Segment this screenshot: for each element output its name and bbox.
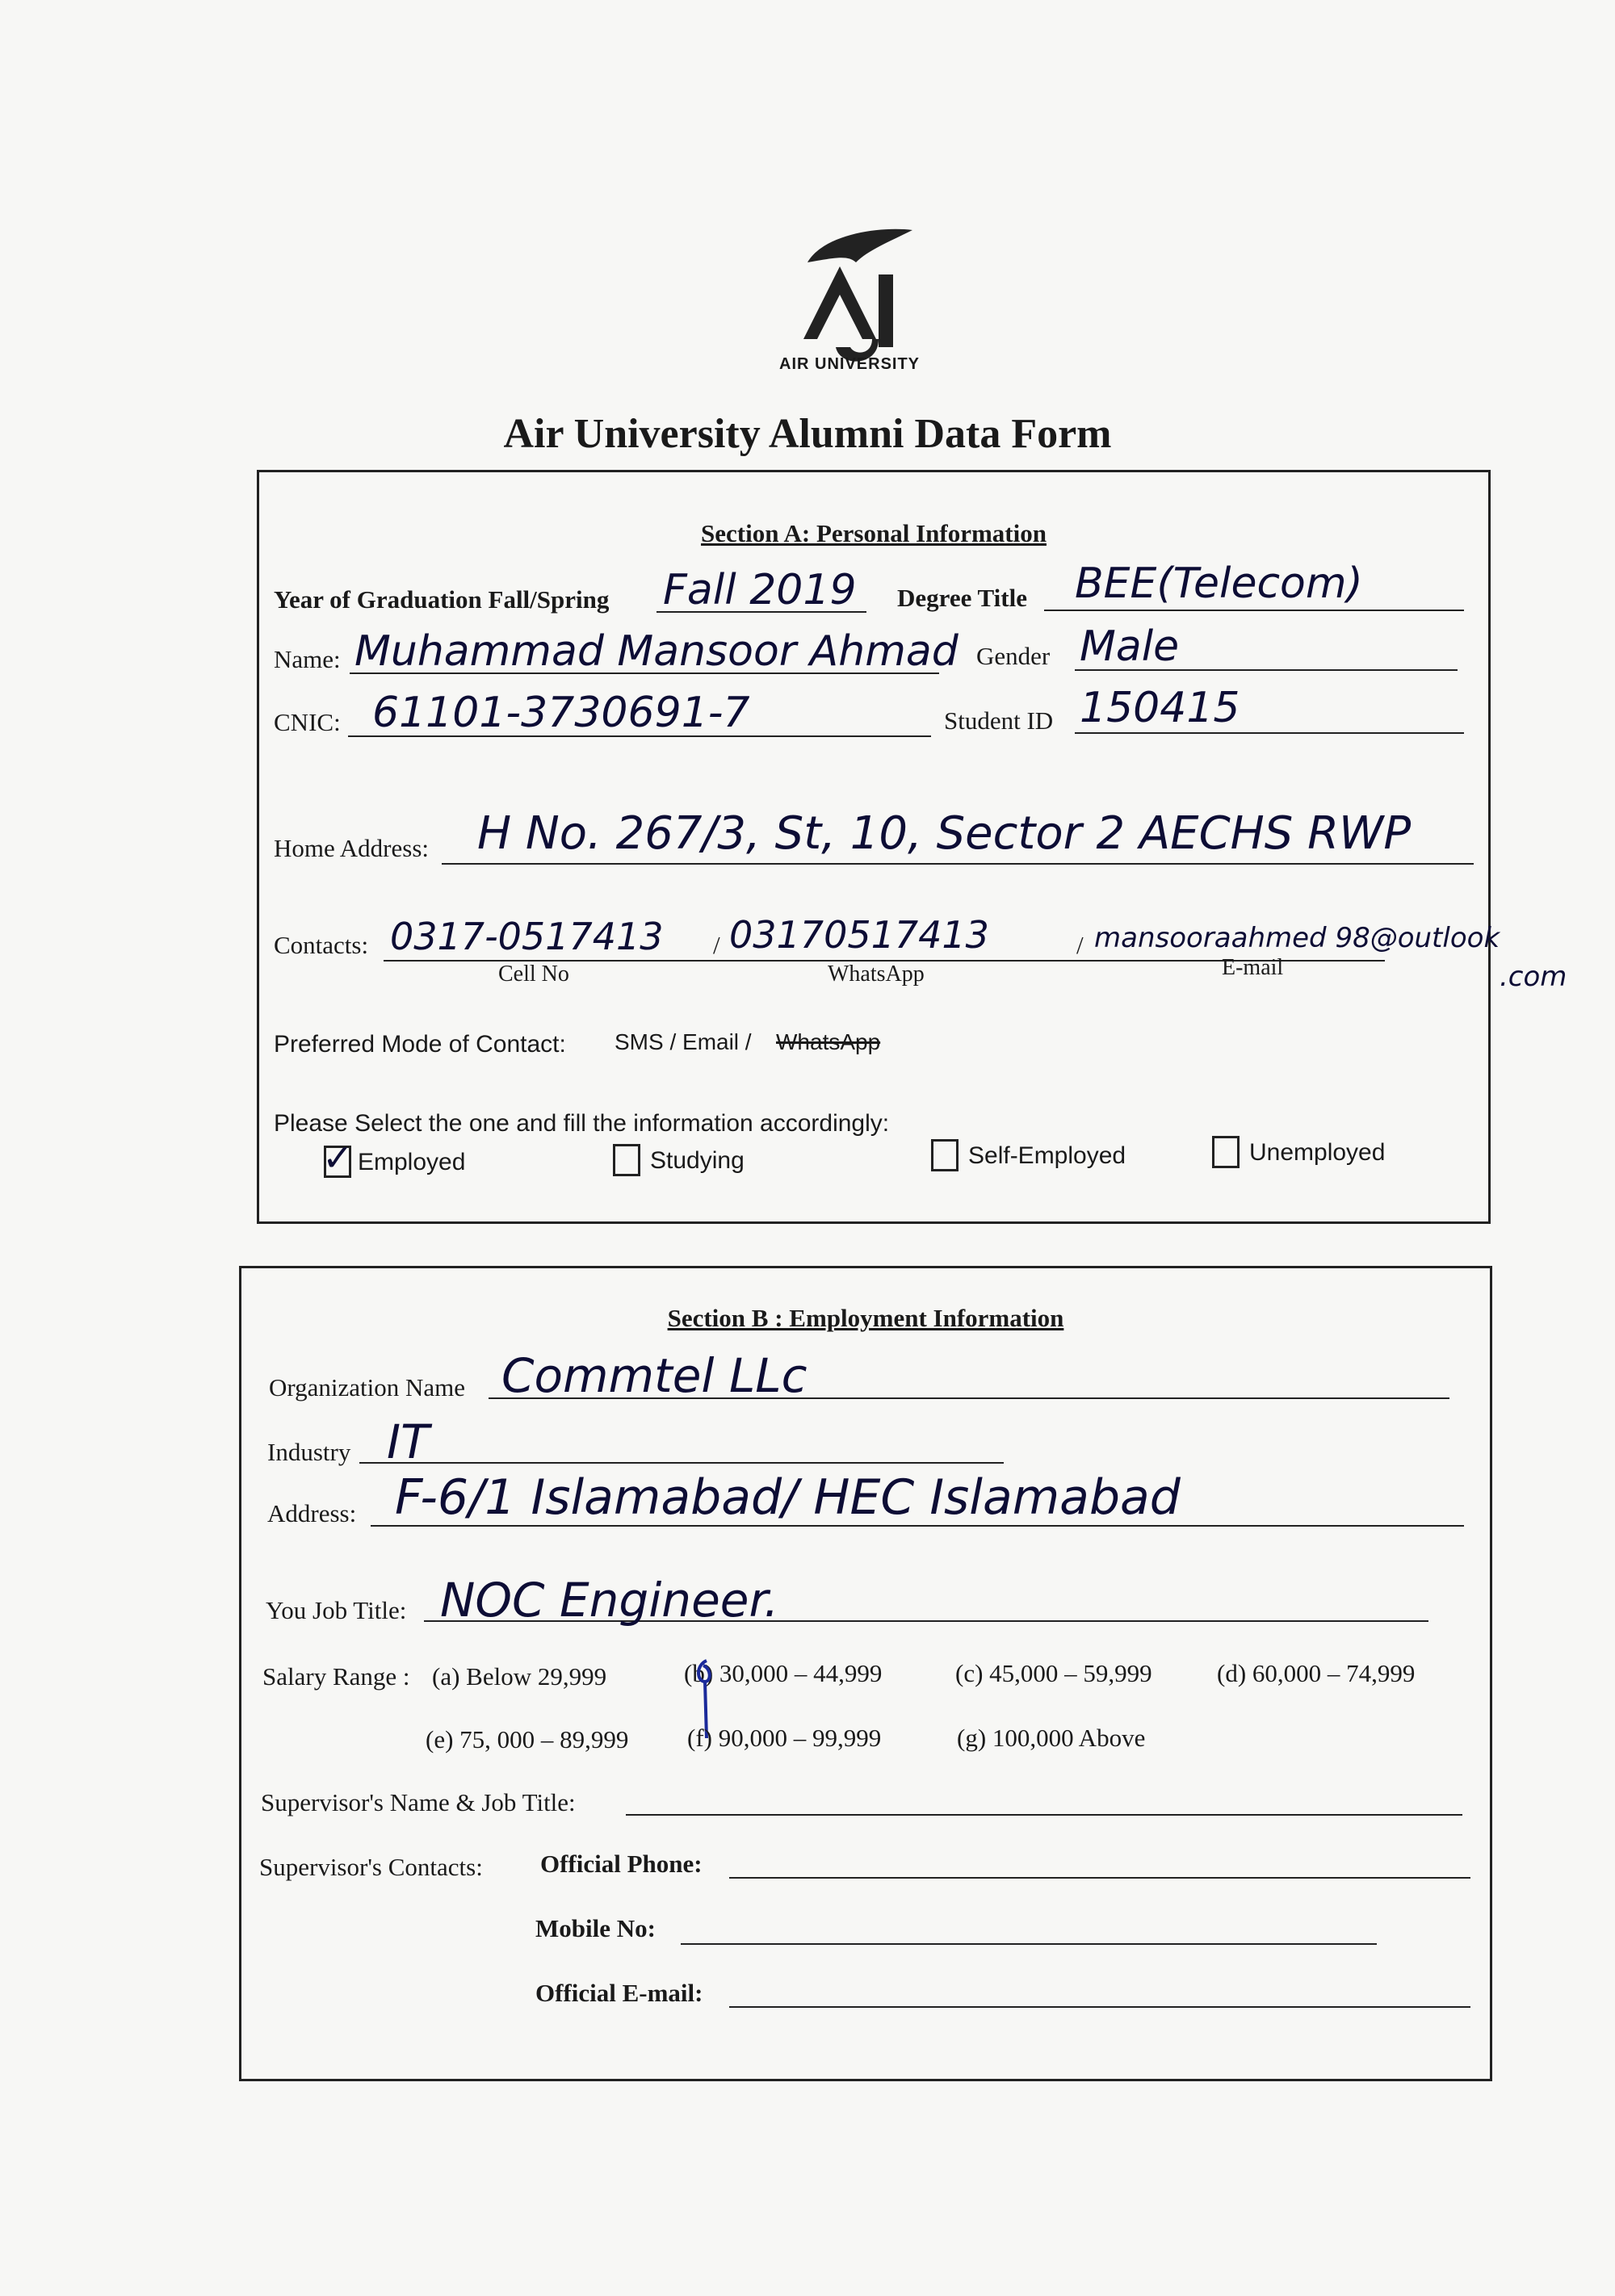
cnic-field[interactable]: 61101-3730691-7 (372, 689, 750, 737)
status-select-label: Please Select the one and fill the information accordingly: (274, 1110, 890, 1137)
preferred-contact-whatsapp[interactable]: WhatsApp (776, 1029, 881, 1054)
student-id-line (1075, 732, 1464, 734)
logo-text: AIR UNIVERSITY (779, 355, 921, 373)
supervisor-contacts-label: Supervisor's Contacts: (259, 1853, 483, 1881)
degree-line (1044, 610, 1464, 611)
supervisor-name-field[interactable] (626, 1814, 1462, 1816)
salary-option-f[interactable]: (f) 90,000 – 99,999 (687, 1724, 882, 1752)
unemployed-checkbox[interactable] (1212, 1136, 1240, 1168)
email-field[interactable]: mansooraahmed 98@outlook (1094, 922, 1500, 954)
org-address-field[interactable]: F-6/1 Islamabad/ HEC Islamabad (395, 1469, 1181, 1526)
name-label: Name: (274, 645, 341, 673)
salary-range-label: Salary Range : (262, 1662, 410, 1691)
year-label: Year of Graduation Fall/Spring (274, 585, 610, 614)
organization-field[interactable]: Commtel LLc (501, 1348, 808, 1403)
contacts-separator: / (713, 931, 720, 959)
check-mark-icon: ✓ (322, 1136, 354, 1179)
cnic-label: CNIC: (274, 708, 341, 736)
job-title-label: You Job Title: (266, 1596, 407, 1624)
self-employed-option-label: Self-Employed (968, 1142, 1126, 1169)
home-address-label: Home Address: (274, 834, 430, 862)
employed-option-label: Employed (358, 1149, 466, 1175)
year-field[interactable]: Fall 2019 (663, 566, 857, 614)
section-b-title: Section B : Employment Information (667, 1304, 1064, 1332)
section-a-title: Section A: Personal Information (701, 519, 1047, 547)
job-title-field[interactable]: NOC Engineer. (440, 1573, 779, 1628)
cell-caption: Cell No (498, 962, 569, 987)
student-id-label: Student ID (944, 706, 1054, 735)
email-caption: E-mail (1222, 955, 1284, 980)
industry-line (359, 1462, 1004, 1464)
section-a-box (257, 470, 1567, 1224)
email-field-continued: .com (1500, 961, 1567, 993)
name-field[interactable]: Muhammad Mansoor Ahmad (354, 627, 959, 676)
salary-option-d[interactable]: (d) 60,000 – 74,999 (1217, 1659, 1416, 1687)
studying-checkbox[interactable] (613, 1144, 640, 1176)
university-logo (759, 218, 945, 379)
salary-option-g[interactable]: (g) 100,000 Above (957, 1724, 1146, 1752)
section-b-box (239, 1266, 1492, 2081)
official-phone-label: Official Phone: (540, 1850, 703, 1878)
organization-label: Organization Name (269, 1373, 466, 1401)
industry-field[interactable]: IT (387, 1414, 430, 1469)
salary-option-c[interactable]: (c) 45,000 – 59,999 (955, 1659, 1152, 1687)
salary-option-a[interactable]: (a) Below 29,999 (432, 1662, 607, 1691)
student-id-field[interactable]: 150415 (1080, 684, 1240, 732)
degree-label: Degree Title (897, 584, 1027, 612)
industry-label: Industry (267, 1438, 351, 1466)
gender-label: Gender (976, 642, 1051, 670)
whatsapp-field[interactable]: 03170517413 (729, 913, 989, 957)
official-email-field[interactable] (729, 2006, 1470, 2008)
cell-field[interactable]: 0317-0517413 (390, 915, 664, 958)
preferred-contact-options: SMS / Email / (615, 1029, 752, 1054)
home-address-field[interactable]: H No. 267/3, St, 10, Sector 2 AECHS RWP (477, 807, 1412, 860)
studying-option-label: Studying (650, 1147, 745, 1174)
contacts-label: Contacts: (274, 931, 369, 959)
salary-option-b[interactable]: (b) 30,000 – 44,999 (684, 1659, 883, 1687)
degree-field[interactable]: BEE(Telecom) (1075, 559, 1363, 608)
contacts-separator: / (1076, 931, 1084, 959)
gender-field[interactable]: Male (1080, 622, 1180, 671)
supervisor-name-label: Supervisor's Name & Job Title: (261, 1788, 576, 1816)
whatsapp-caption: WhatsApp (828, 962, 925, 987)
mobile-field[interactable] (681, 1943, 1377, 1945)
form-title: Air University Alumni Data Form (503, 411, 1112, 457)
org-address-label: Address: (267, 1499, 357, 1527)
official-phone-field[interactable] (729, 1877, 1470, 1879)
salary-option-e[interactable]: (e) 75, 000 – 89,999 (426, 1725, 629, 1753)
preferred-contact-label: Preferred Mode of Contact: (274, 1031, 566, 1058)
home-address-line (442, 863, 1474, 865)
official-email-label: Official E-mail: (535, 1979, 703, 2007)
mobile-label: Mobile No: (535, 1914, 656, 1942)
unemployed-option-label: Unemployed (1249, 1139, 1386, 1166)
self-employed-checkbox[interactable] (931, 1139, 959, 1171)
